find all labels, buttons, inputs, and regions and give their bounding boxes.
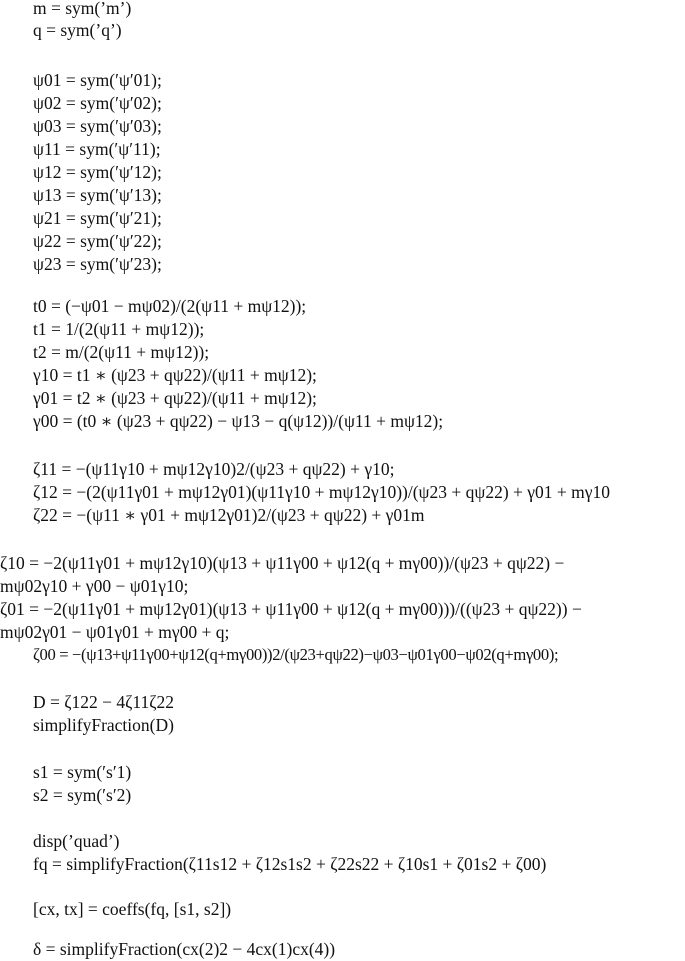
code-line: ψ23 = sym(′ψ′23); — [33, 254, 162, 274]
code-line: mψ02γ01 − ψ01γ01 + mγ00 + q; — [0, 622, 230, 642]
code-line: ζ22 = −(ψ11 ∗ γ01 + mψ12γ01)2/(ψ23 + qψ22) + γ01m — [33, 505, 425, 525]
code-line: ζ10 = −2(ψ11γ01 + mψ12γ10)(ψ13 + ψ11γ00 + ψ12(q + mγ00))/(ψ23 + qψ22) − — [0, 553, 565, 573]
code-line: ψ21 = sym(′ψ′21); — [33, 208, 162, 228]
code-line: ψ22 = sym(′ψ′22); — [33, 231, 162, 251]
code-line: ψ01 = sym(′ψ′01); — [33, 70, 162, 90]
code-line: ψ13 = sym(′ψ′13); — [33, 185, 162, 205]
code-line: ψ11 = sym(′ψ′11); — [33, 139, 161, 159]
code-line: m = sym(’m’) — [33, 0, 132, 18]
code-line: s1 = sym(′s′1) — [33, 762, 132, 782]
code-line: ψ02 = sym(′ψ′02); — [33, 93, 162, 113]
code-line: disp(’quad’) — [33, 831, 120, 851]
code-line: γ10 = t1 ∗ (ψ23 + qψ22)/(ψ11 + mψ12); — [33, 365, 317, 385]
code-line: simplifyFraction(D) — [33, 715, 174, 735]
code-line: t0 = (−ψ01 − mψ02)/(2(ψ11 + mψ12)); — [33, 296, 307, 316]
code-line: δ = simplifyFraction(cx(2)2 − 4cx(1)cx(4)) — [33, 939, 336, 959]
code-line: mψ02γ10 + γ00 − ψ01γ10; — [0, 576, 189, 596]
code-line: ζ00 = −(ψ13+ψ11γ00+ψ12(q+mγ00))2/(ψ23+qψ22)−ψ03−ψ01γ00−ψ02(q+mγ00); — [33, 645, 559, 664]
code-line: [cx, tx] = coeffs(fq, [s1, s2]) — [33, 899, 232, 919]
code-line: γ01 = t2 ∗ (ψ23 + qψ22)/(ψ11 + mψ12); — [33, 388, 317, 408]
code-line: ζ01 = −2(ψ11γ01 + mψ12γ01)(ψ13 + ψ11γ00 + ψ12(q + mγ00)))/((ψ23 + qψ22)) − — [0, 599, 582, 619]
code-line: γ00 = (t0 ∗ (ψ23 + qψ22) − ψ13 − q(ψ12))/(ψ11 + mψ12); — [33, 411, 444, 431]
code-line: ψ03 = sym(′ψ′03); — [33, 116, 162, 136]
code-line: D = ζ122 − 4ζ11ζ22 — [33, 692, 174, 712]
code-line: t2 = m/(2(ψ11 + mψ12)); — [33, 342, 210, 362]
code-line: ζ11 = −(ψ11γ10 + mψ12γ10)2/(ψ23 + qψ22) + γ10; — [33, 459, 395, 479]
code-line: t1 = 1/(2(ψ11 + mψ12)); — [33, 319, 205, 339]
code-line: s2 = sym(′s′2) — [33, 785, 132, 805]
code-line: ζ12 = −(2(ψ11γ01 + mψ12γ01)(ψ11γ10 + mψ12γ10))/(ψ23 + qψ22) + γ01 + mγ10 — [33, 482, 610, 502]
code-line: q = sym(’q’) — [33, 20, 122, 40]
code-line: ψ12 = sym(′ψ′12); — [33, 162, 162, 182]
code-line: fq = simplifyFraction(ζ11s12 + ζ12s1s2 + ζ22s22 + ζ10s1 + ζ01s2 + ζ00) — [33, 854, 547, 874]
